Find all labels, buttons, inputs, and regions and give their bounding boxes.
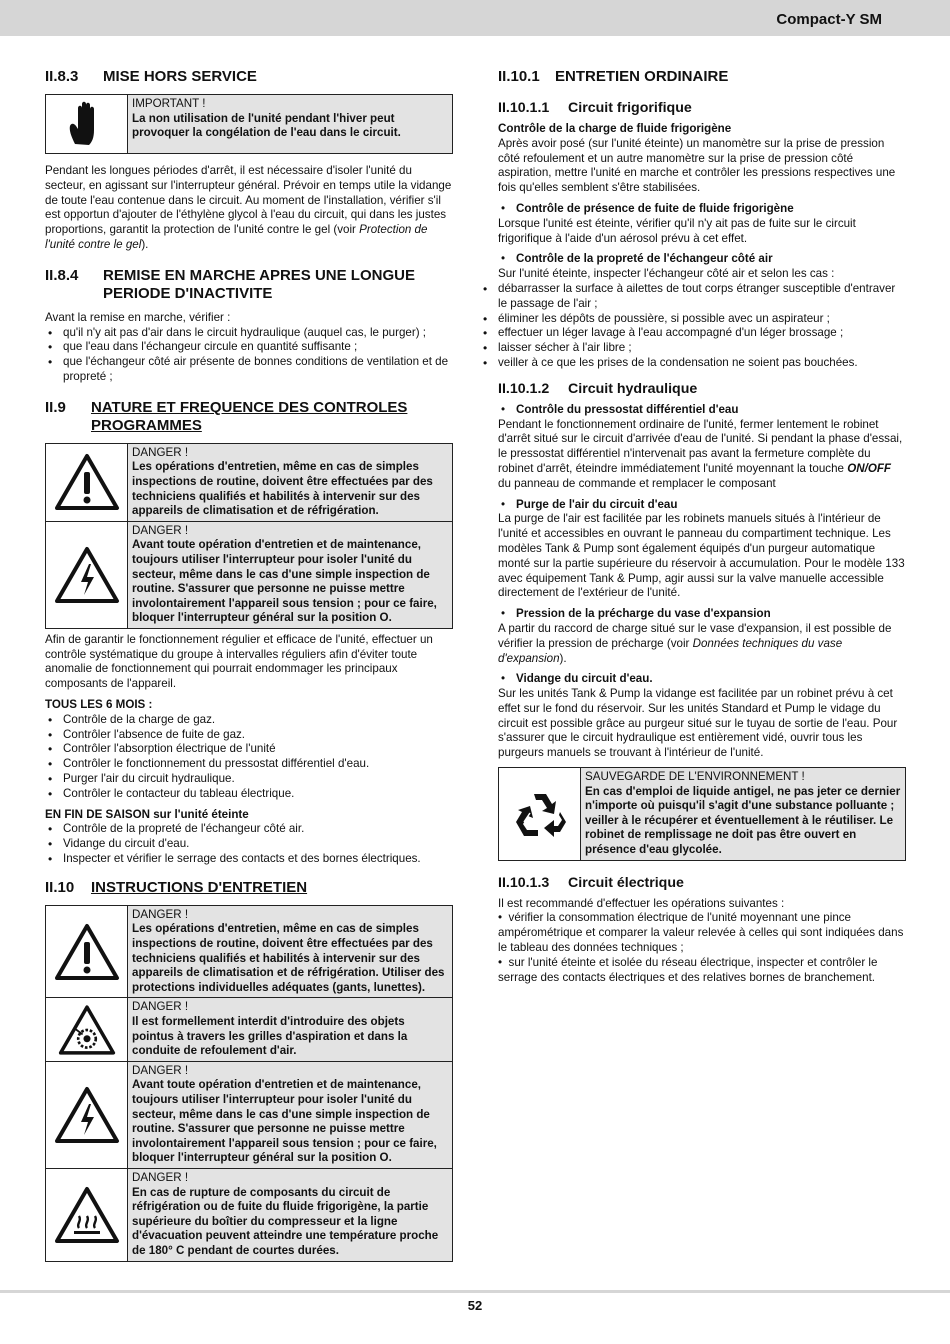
notice-message: DANGER ! Il est formellement interdit d'introduire des objets pointus à travers les grilles d'aspiration et dans la conduite de refoulement d'air.	[128, 998, 453, 1061]
electrical-item-2: • sur l'unité éteinte et isolée du réseau électrique, inspecter et contrôler le serrage des contacts électriques et des relatives bornes de branchement.	[498, 955, 878, 984]
charge-heading: Contrôle de la charge de fluide frigorigène	[498, 122, 732, 135]
notice-message: DANGER ! Les opérations d'entretien, même en cas de simples inspections de routine, doivent être effectuées par des techniciens qualifiés et habilités à intervenir sur des appareils de climatisation et de réfrigération.	[128, 443, 453, 521]
electrical-item-1: • vérifier la consommation électrique de l'unité moyennant une pince ampérométrique et comparer la valeur relevée à celles qui sont indiquées dans le tableau des données techniques ;	[498, 911, 904, 955]
list-item: • effectuer un léger lavage à l'eau accompagné d'un léger brossage ;	[480, 326, 906, 341]
notice-message: DANGER ! Avant toute opération d'entretien et de maintenance, toujours utiliser l'interrupteur pour isoler l'unité du secteur, même dans le cas d'une simple inspection de routine. S'assurer que personne ne puisse mettre involontairement l'appareil sous tension ; pour ce faire, bloquer l'interrupteur général sur la position O.	[128, 1061, 453, 1168]
warning-exclamation-icon	[46, 443, 128, 521]
section-heading-instructions-entretien: II.10 INSTRUCTIONS D'ENTRETIEN	[45, 878, 308, 896]
list-item: • Inspecter et vérifier le serrage des contacts et des bornes électriques.	[45, 852, 453, 867]
hot-surface-icon	[46, 1168, 128, 1261]
checklist-remise-en-marche	[45, 326, 453, 385]
six-months-heading: TOUS LES 6 MOIS :	[45, 698, 153, 712]
list-item: • Contrôler le fonctionnement du pressostat différentiel d'eau.	[45, 757, 453, 772]
pressostat-heading: • Contrôle du pressostat différentiel d'eau	[498, 403, 906, 418]
season-heading: EN FIN DE SAISON sur l'unité éteinte	[45, 807, 249, 821]
list-item: • Purger l'air du circuit hydraulique.	[45, 772, 453, 787]
section-heading-remise-en-marche: II.8.4 REMISE EN MARCHE APRES UNE LONGUE PERIODE D'INACTIVITE	[45, 266, 415, 302]
paragraph-controles: Afin de garantir le fonctionnement régulier et efficace de l'unité, effectuer un contrôle systématique du groupe à intervalles réguliers afin d'éviter toute anomalie de fonctionnement qui pourrait endommager les principaux composants de l'appareil.	[45, 632, 433, 691]
list-item: • que l'échangeur côté air présente de bonnes conditions de ventilation et de propreté ;	[45, 355, 453, 385]
notice-message: DANGER ! En cas de rupture de composants du circuit de réfrigération ou de fuite du fluide frigorigène, la partie supérieure du boîtier du compresseur et la ligne d'évacuation peuvent atteindre une température proche de 180° C pendant de courtes durées.	[128, 1168, 453, 1261]
list-item: • Contrôle de la charge de gaz.	[45, 713, 453, 728]
left-column	[45, 64, 453, 1262]
purge-text: La purge de l'air est facilitée par les robinets manuels situés à l'intérieur de l'unité et accessibles en ouvrant le panneau du compartiment technique. Les modèles Tank & Pump sont également équipés d'un purgeur automatique monté sur la partie supérieure du réservoir à accumulation. Pour le modèle 133 avec équipement Tank & Pump, agir aussi sur la valve manuelle accessible directement de l'extérieur de l'unité.	[498, 512, 905, 600]
list-item: • Contrôle de la propreté de l'échangeur côté air.	[45, 822, 453, 837]
list-item: • laisser sécher à l'air libre ;	[480, 341, 906, 356]
leak-heading: • Contrôle de présence de fuite de fluide frigorigène	[498, 202, 906, 217]
list-item: • éliminer les dépôts de poussière, si possible avec un aspirateur ;	[480, 312, 906, 327]
notice-message	[128, 95, 453, 154]
document-title: Compact-Y SM	[776, 11, 882, 28]
list-item: • qu'il n'y ait pas d'air dans le circuit hydraulique (auquel cas, le purger) ;	[45, 326, 453, 341]
notice-message: DANGER ! Les opérations d'entretien, même en cas de simples inspections de routine, doivent être effectuées par des techniciens qualifiés et habilités à intervenir sur des appareils de climatisation et de réfrigération. Utiliser des protections individuelles adéquates (gants, lunettes).	[128, 905, 453, 998]
rotating-fan-hazard-icon	[46, 998, 128, 1061]
warning-exclamation-icon	[46, 905, 128, 998]
list-item: • Contrôler l'absorption électrique de l'unité	[45, 742, 453, 757]
subsection-heading-circuit-frigorifique: II.10.1.1 Circuit frigorifique	[498, 100, 692, 116]
electrical-hazard-icon	[46, 1061, 128, 1168]
notice-label: IMPORTANT !	[132, 97, 206, 110]
charge-text: Après avoir posé (sur l'unité éteinte) un manomètre sur la prise de pression côté refoulement et un autre manomètre sur la prise de pression côté aspiration, mettre l'unité en marche et contrôler les pressions respectives une fois qu'elles semblent s'être stabilisées.	[498, 136, 896, 195]
danger-notices-controles	[45, 443, 453, 629]
notice-message: SAUVEGARDE DE L'ENVIRONNEMENT ! En cas d'emploi de liquide antigel, ne pas jeter ce dernier n'importe où puisqu'il s'agit d'une substance polluante ; veiller à le récupérer et éventuellement à le réutiliser. Le robinet de remplissage ne doit pas être ouvert en présence d'eau glycolée.	[581, 768, 906, 861]
environment-notice	[498, 767, 906, 861]
section-heading-controles-programmes: II.9 NATURE ET FREQUENCE DES CONTROLES PROGRAMMES	[45, 398, 408, 434]
section-title: MISE HORS SERVICE	[103, 68, 257, 85]
clean-text: Sur l'unité éteinte, inspecter l'échangeur côté air et selon les cas :	[498, 267, 835, 281]
pressostat-text: Pendant le fonctionnement ordinaire de l'unité, fermer lentement le robinet d'arrêt situé sur le circuit d'arrivée d'eau de l'unité. Si pendant la phase d'essai, le pressostat différentiel n'intervenait pas avant la fermeture complète du robinet d'arrêt, éteindre immédiatement l'unité moyennant la touche ON/OFF du panneau de commande et remplacer le composant	[498, 417, 903, 490]
hand-stop-icon	[46, 95, 128, 154]
electrical-intro: Il est recommandé d'effectuer les opérations suivantes :	[498, 896, 785, 910]
season-list	[45, 822, 453, 866]
page-number: 52	[467, 1298, 483, 1313]
notice-text: La non utilisation de l'unité pendant l'hiver peut provoquer la congélation de l'eau dans le circuit.	[132, 111, 401, 140]
section-heading-mise-hors-service	[45, 68, 453, 86]
electrical-hazard-icon	[46, 521, 128, 628]
vase-heading: • Pression de la précharge du vase d'expansion	[498, 607, 906, 622]
clean-heading: • Contrôle de la propreté de l'échangeur côté air	[498, 252, 906, 267]
paragraph-mise-hors-service: Pendant les longues périodes d'arrêt, il est nécessaire d'isoler l'unité du secteur, en agissant sur l'interrupteur général. Prévoir en temps utile la vidange de toute l'eau contenue dans le circuit. Au moment de l'installation, vérifier s'il est opportun d'ajouter de l'éthylène glycol à l'eau du circuit, qui dans les justes proportions, garantit la protection de l'unité contre le gel (voir Protection de l'unité contre le gel).	[45, 164, 452, 251]
clean-list	[480, 282, 906, 371]
subsection-heading-circuit-hydraulique: II.10.1.2 Circuit hydraulique	[498, 380, 698, 397]
header-bar	[0, 0, 950, 36]
purge-heading: • Purge de l'air du circuit d'eau	[498, 498, 906, 513]
six-months-list	[45, 713, 453, 802]
danger-notices-entretien	[45, 905, 453, 1262]
list-item: • Contrôler le contacteur du tableau électrique.	[45, 787, 453, 802]
notice-message: DANGER ! Avant toute opération d'entretien et de maintenance, toujours utiliser l'interrupteur pour isoler l'unité du secteur, même dans le cas d'une simple inspection de routine. S'assurer que personne ne puisse mettre involontairement l'appareil sous tension ; pour ce faire, bloquer l'interrupteur général sur la position O.	[128, 521, 453, 628]
intro-remise-en-marche: Avant la remise en marche, vérifier :	[45, 310, 231, 324]
list-item: • débarrasser la surface à ailettes de tout corps étranger susceptible d'entraver le passage de l'air ;	[480, 282, 906, 312]
right-column	[498, 64, 906, 985]
important-notice	[45, 94, 453, 154]
list-item: • que l'eau dans l'échangeur circule en quantité suffisante ;	[45, 340, 453, 355]
section-number: II.8.3	[45, 68, 79, 85]
vase-text: A partir du raccord de charge situé sur le vase d'expansion, il est possible de vérifier la pression de précharge (voir Données techniques du vase d'expansion).	[498, 621, 892, 665]
list-item: • Vidange du circuit d'eau.	[45, 837, 453, 852]
subsection-heading-circuit-electrique: II.10.1.3 Circuit électrique	[498, 874, 684, 891]
section-heading-entretien-ordinaire: II.10.1 ENTRETIEN ORDINAIRE	[498, 68, 729, 85]
drain-text: Sur les unités Tank & Pump la vidange est facilitée par un robinet prévu à cet effet sur le fond du réservoir. Sur les unités Standard et Pump le vidage du circuit est possible grâce au purgeur situé sur le tuyau de sortie de l'eau. Pour s'assurer que le circuit hydraulique est entièrement vidé, ouvrir tous les purgeurs manuels se trouvant à l'intérieur de l'unité.	[498, 687, 898, 760]
list-item: • Contrôler l'absence de fuite de gaz.	[45, 728, 453, 743]
list-item: • veiller à ce que les prises de la condensation ne soient pas bouchées.	[480, 356, 906, 371]
footer-bar	[0, 1290, 950, 1293]
leak-text: Lorsque l'unité est éteinte, vérifier qu'il n'y ait pas de fuite sur le circuit frigorifique à l'aide d'un aérosol prévu à cet effet.	[498, 216, 856, 245]
drain-heading: • Vidange du circuit d'eau.	[498, 672, 906, 687]
recycle-icon	[499, 768, 581, 861]
